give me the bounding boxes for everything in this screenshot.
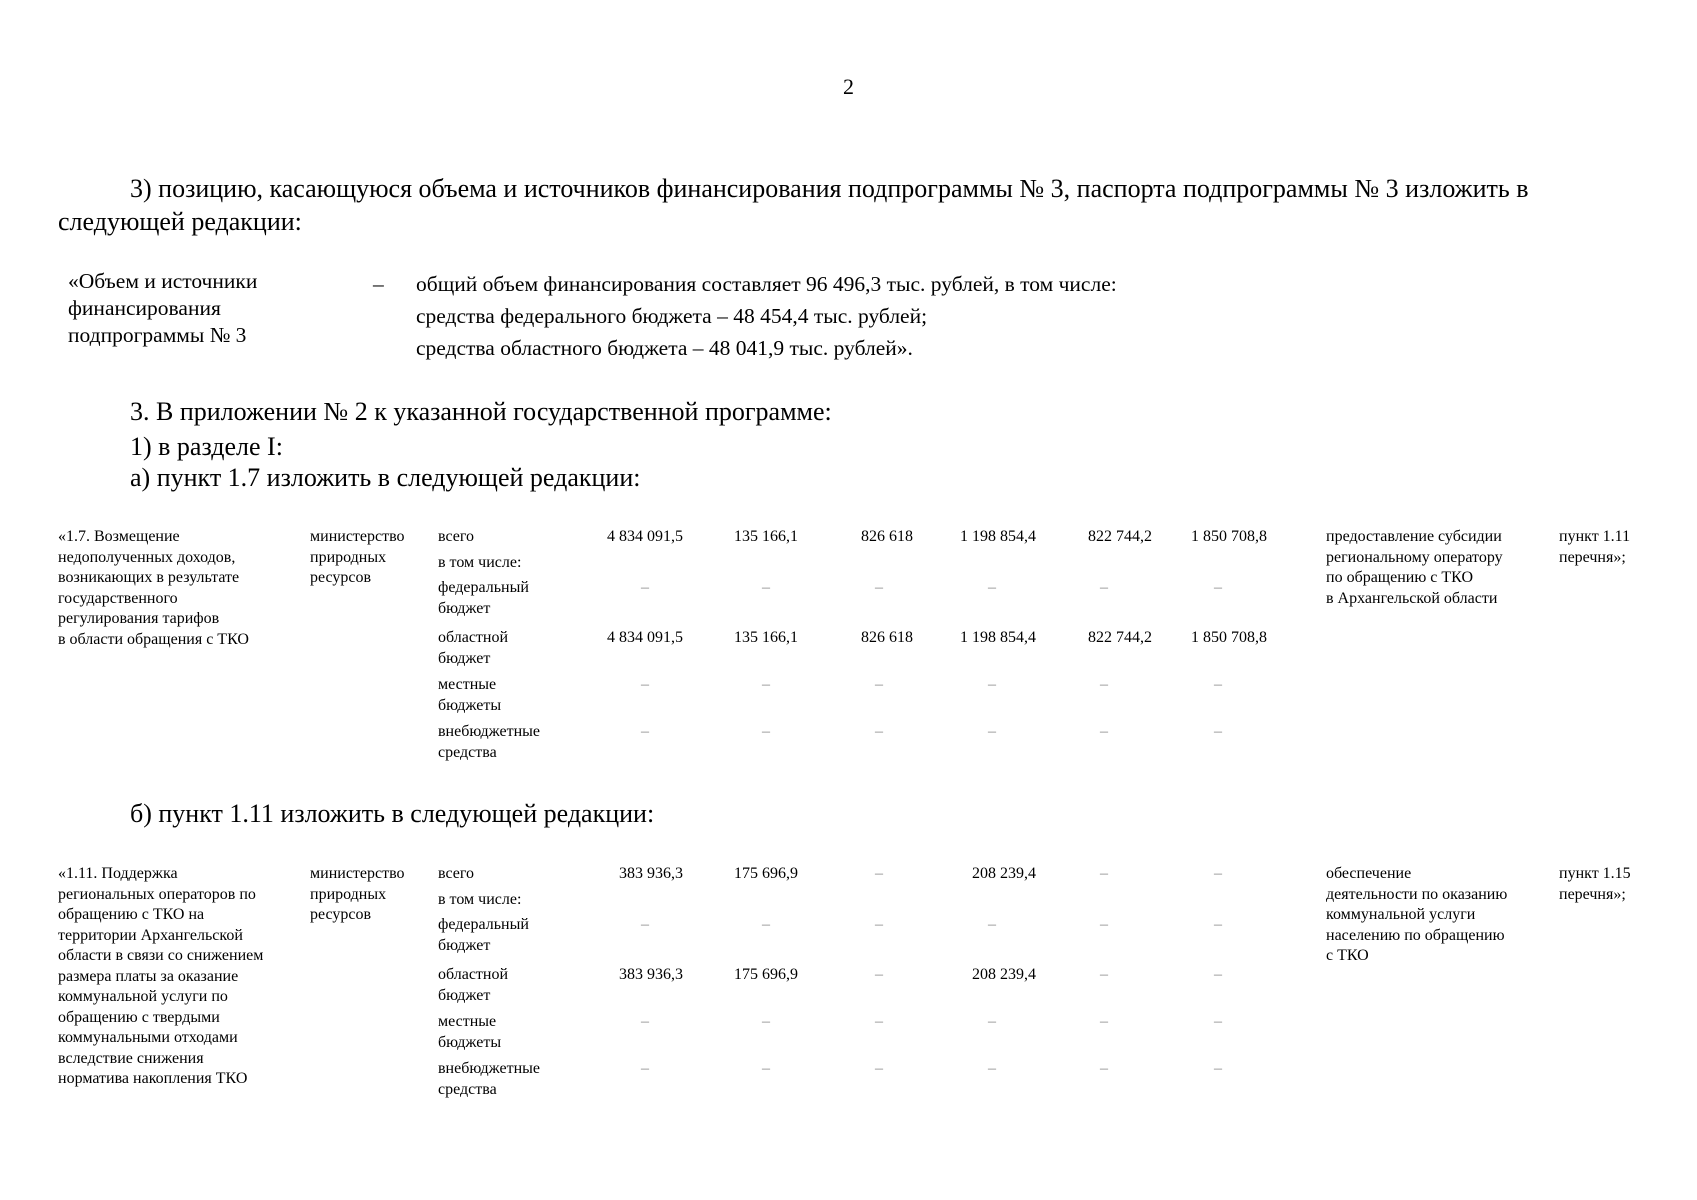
- funding-source-label: [438, 864, 563, 885]
- item-name-line: территории Архангельской: [58, 926, 243, 944]
- empty-value-dash: –: [641, 1060, 649, 1077]
- empty-value-dash: –: [1100, 916, 1108, 933]
- list-reference-line: пункт 1.15: [1559, 865, 1631, 882]
- expected-result-line: деятельности по оказанию: [1326, 885, 1508, 903]
- executor-line: ресурсов: [310, 906, 372, 923]
- passport-label-line: подпрограммы № 3: [68, 323, 247, 347]
- funding-value: 135 166,1: [734, 629, 798, 646]
- funding-source-label-line: бюджет: [438, 649, 491, 667]
- item-name-line: обращению с ТКО на: [58, 906, 205, 923]
- item-name-line: «1.11. Поддержка: [58, 865, 178, 882]
- funding-source-label-line: внебюджетные: [438, 1060, 540, 1077]
- passport-dash: –: [373, 272, 384, 296]
- executor-line: природных: [310, 885, 387, 903]
- funding-source-label: [438, 675, 563, 716]
- funding-value: 208 239,4: [972, 966, 1036, 983]
- funding-source-label: [438, 915, 563, 956]
- funding-source-label: [438, 628, 563, 669]
- funding-source-label-line: бюджет: [438, 599, 491, 617]
- empty-value-dash: –: [1100, 1013, 1108, 1030]
- empty-value-dash: –: [762, 723, 770, 740]
- funding-source-label: [438, 1012, 563, 1053]
- funding-source-label-line: в том числе:: [438, 891, 522, 908]
- empty-value-dash: –: [1214, 966, 1222, 983]
- item-name-line: недополученных доходов,: [58, 548, 236, 566]
- funding-source-label-line: бюджет: [438, 936, 491, 954]
- funding-source-label-line: местные: [438, 676, 497, 693]
- expected-result-line: региональному оператору: [1326, 548, 1503, 566]
- paragraph-3: 3) позицию, касающуюся объема и источников финансирования подпрограммы № 3, паспорта подпрограммы № 3 изложить в следующей редакции:: [58, 174, 1529, 236]
- funding-source-label: [438, 890, 563, 911]
- passport-label-line: «Объем и источники: [68, 269, 258, 293]
- empty-value-dash: –: [875, 723, 883, 740]
- funding-source-label: [438, 965, 563, 1006]
- passport-text: [416, 268, 1316, 364]
- empty-value-dash: –: [1100, 1060, 1108, 1077]
- executor-line: министерство: [310, 865, 405, 882]
- funding-source-label-line: бюджеты: [438, 696, 502, 714]
- empty-value-dash: –: [988, 723, 996, 740]
- item-name-line: в области обращения с ТКО: [58, 630, 249, 648]
- funding-source-label-line: всего: [438, 865, 475, 882]
- empty-value-dash: –: [875, 676, 883, 693]
- empty-value-dash: –: [988, 916, 996, 933]
- item-name-line: коммунальными отходами: [58, 1029, 238, 1046]
- passport-line: средства областного бюджета – 48 041,9 тыс. рублей».: [416, 336, 913, 360]
- list-reference-line: пункт 1.11: [1559, 528, 1631, 545]
- funding-source-label-line: федеральный: [438, 916, 529, 933]
- empty-value-dash: –: [762, 579, 770, 596]
- empty-value-dash: –: [1214, 916, 1222, 933]
- empty-value-dash: –: [762, 676, 770, 693]
- funding-source-label: [438, 1059, 563, 1100]
- item-name-line: норматива накопления ТКО: [58, 1070, 248, 1087]
- funding-source-label-line: в том числе:: [438, 554, 522, 571]
- funding-value: 822 744,2: [1088, 629, 1152, 646]
- funding-value: 383 936,3: [619, 966, 683, 983]
- item-name-line: обращению с твердыми: [58, 1008, 220, 1026]
- funding-value: 383 936,3: [619, 865, 683, 882]
- subsection-b: б) пункт 1.11 изложить в следующей редакции:: [130, 799, 655, 828]
- funding-value: 4 834 091,5: [607, 629, 683, 646]
- passport-line: средства федерального бюджета – 48 454,4 тыс. рублей;: [416, 304, 928, 328]
- funding-source-label: [438, 578, 563, 619]
- list-reference-line: перечня»;: [1559, 885, 1626, 903]
- item-name: [58, 527, 303, 650]
- executor-line: природных: [310, 548, 387, 566]
- empty-value-dash: –: [641, 676, 649, 693]
- passport-line: общий объем финансирования составляет 96 496,3 тыс. рублей, в том числе:: [416, 272, 1117, 296]
- item-name-line: возникающих в результате: [58, 569, 240, 586]
- item-name-line: размера платы за оказание: [58, 967, 239, 985]
- empty-value-dash: –: [1214, 723, 1222, 740]
- empty-value-dash: –: [1100, 865, 1108, 882]
- item-name-line: «1.7. Возмещение: [58, 528, 180, 545]
- funding-value: 175 696,9: [734, 865, 798, 882]
- funding-source-label-line: всего: [438, 528, 475, 545]
- funding-value: 4 834 091,5: [607, 528, 683, 545]
- funding-source-label: [438, 553, 563, 574]
- empty-value-dash: –: [988, 1060, 996, 1077]
- empty-value-dash: –: [1214, 579, 1222, 596]
- empty-value-dash: –: [988, 1013, 996, 1030]
- empty-value-dash: –: [1100, 966, 1108, 983]
- empty-value-dash: –: [1100, 676, 1108, 693]
- funding-source-label-line: бюджет: [438, 986, 491, 1004]
- item-name-line: вследствие снижения: [58, 1049, 204, 1067]
- expected-result-line: обеспечение: [1326, 865, 1412, 882]
- item-name-line: регулирования тарифов: [58, 610, 220, 627]
- empty-value-dash: –: [1100, 579, 1108, 596]
- passport-label-line: финансирования: [68, 296, 221, 320]
- empty-value-dash: –: [1214, 1060, 1222, 1077]
- funding-source-label-line: местные: [438, 1013, 497, 1030]
- funding-value: 1 850 708,8: [1191, 629, 1267, 646]
- funding-value: 175 696,9: [734, 966, 798, 983]
- empty-value-dash: –: [875, 865, 883, 882]
- funding-value: 826 618: [861, 629, 913, 646]
- funding-source-label-line: областной: [438, 629, 509, 646]
- empty-value-dash: –: [875, 1013, 883, 1030]
- item-name: [58, 864, 303, 1090]
- empty-value-dash: –: [875, 966, 883, 983]
- list-reference-line: перечня»;: [1559, 548, 1626, 566]
- list-reference: [1559, 864, 1654, 905]
- funding-source-label-line: средства: [438, 1080, 497, 1098]
- funding-value: 208 239,4: [972, 865, 1036, 882]
- empty-value-dash: –: [762, 916, 770, 933]
- empty-value-dash: –: [1100, 723, 1108, 740]
- item-name-line: государственного: [58, 589, 178, 607]
- funding-value: 822 744,2: [1088, 528, 1152, 545]
- empty-value-dash: –: [641, 723, 649, 740]
- expected-result-line: в Архангельской области: [1326, 589, 1498, 607]
- expected-result: [1326, 864, 1551, 967]
- funding-value: 135 166,1: [734, 528, 798, 545]
- item-name-line: области в связи со снижением: [58, 947, 264, 964]
- funding-value: 1 198 854,4: [960, 528, 1036, 545]
- expected-result-line: предоставление субсидии: [1326, 528, 1502, 545]
- item-name-line: коммунальной услуги по: [58, 988, 228, 1005]
- empty-value-dash: –: [762, 1013, 770, 1030]
- subsection-a: а) пункт 1.7 изложить в следующей редакции:: [130, 463, 641, 492]
- funding-source-label-line: средства: [438, 743, 497, 761]
- empty-value-dash: –: [641, 579, 649, 596]
- page-number: 2: [843, 74, 854, 99]
- executor: [310, 527, 425, 589]
- empty-value-dash: –: [1214, 865, 1222, 882]
- funding-value: 826 618: [861, 528, 913, 545]
- funding-source-label: [438, 527, 563, 548]
- empty-value-dash: –: [641, 1013, 649, 1030]
- executor-line: министерство: [310, 528, 405, 545]
- empty-value-dash: –: [762, 1060, 770, 1077]
- empty-value-dash: –: [875, 1060, 883, 1077]
- empty-value-dash: –: [875, 579, 883, 596]
- funding-source-label-line: внебюджетные: [438, 723, 540, 740]
- empty-value-dash: –: [988, 579, 996, 596]
- expected-result-line: с ТКО: [1326, 947, 1369, 964]
- expected-result-line: населению по обращению: [1326, 926, 1505, 944]
- executor: [310, 864, 425, 926]
- funding-source-label-line: областной: [438, 966, 509, 983]
- list-reference: [1559, 527, 1654, 568]
- expected-result: [1326, 527, 1551, 609]
- funding-value: 1 850 708,8: [1191, 528, 1267, 545]
- empty-value-dash: –: [1214, 676, 1222, 693]
- empty-value-dash: –: [988, 676, 996, 693]
- section-heading: 3. В приложении № 2 к указанной государственной программе:: [130, 397, 832, 426]
- empty-value-dash: –: [641, 916, 649, 933]
- funding-source-label: [438, 722, 563, 763]
- empty-value-dash: –: [875, 916, 883, 933]
- empty-value-dash: –: [1214, 1013, 1222, 1030]
- expected-result-line: по обращению с ТКО: [1326, 569, 1474, 586]
- item-name-line: региональных операторов по: [58, 885, 256, 903]
- subsection-1: 1) в разделе I:: [130, 432, 283, 461]
- passport-label: [68, 268, 308, 349]
- funding-source-label-line: бюджеты: [438, 1033, 502, 1051]
- expected-result-line: коммунальной услуги: [1326, 906, 1476, 923]
- funding-value: 1 198 854,4: [960, 629, 1036, 646]
- funding-source-label-line: федеральный: [438, 579, 529, 596]
- executor-line: ресурсов: [310, 569, 372, 586]
